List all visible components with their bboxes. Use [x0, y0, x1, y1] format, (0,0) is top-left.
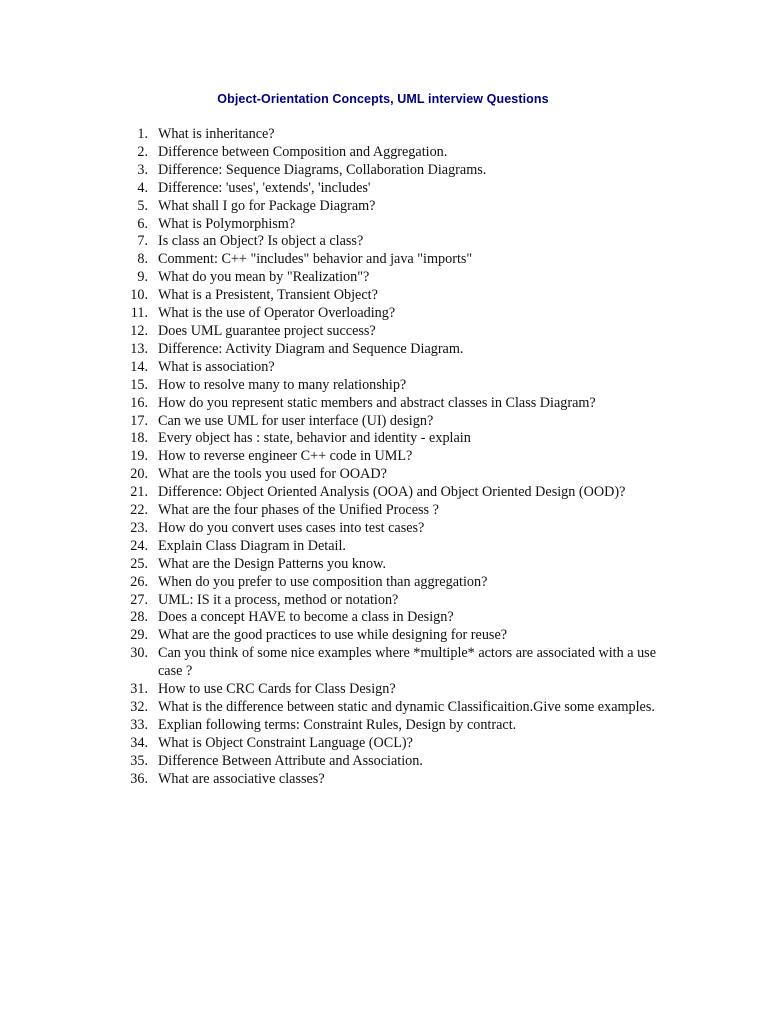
question-text: What is the use of Operator Overloading? — [158, 305, 396, 322]
question-text: What is inheritance? — [158, 126, 275, 142]
question-item — [0, 681, 768, 699]
question-number: 28. — [130, 609, 148, 626]
question-item — [0, 413, 768, 431]
question-item — [0, 359, 768, 377]
question-number: 33. — [130, 716, 148, 733]
question-number: 5. — [137, 197, 148, 214]
question-item — [0, 699, 768, 717]
question-item — [0, 162, 768, 180]
question-text: What is a Presistent, Transient Object? — [158, 287, 378, 304]
question-text: What do you mean by "Realization"? — [158, 269, 370, 286]
question-item — [0, 502, 768, 520]
question-number: 22. — [130, 502, 148, 519]
question-item — [0, 269, 768, 287]
question-text: What is association? — [158, 358, 275, 375]
question-number: 18. — [130, 430, 148, 447]
question-text: Can we use UML for user interface (UI) design? — [158, 412, 434, 429]
question-item — [0, 198, 768, 216]
question-item — [0, 448, 768, 466]
question-item — [0, 126, 768, 144]
question-text: What is Object Constraint Language (OCL)? — [158, 734, 413, 751]
question-item — [0, 466, 768, 484]
question-number: 8. — [137, 251, 148, 268]
question-text: Difference: Sequence Diagrams, Collaboration Diagrams. — [158, 161, 487, 178]
question-item — [0, 538, 768, 556]
question-item — [0, 395, 768, 413]
question-number: 10. — [130, 287, 148, 304]
question-text: How to reverse engineer C++ code in UML? — [158, 448, 413, 465]
question-number: 31. — [130, 681, 148, 698]
question-text: What are associative classes? — [158, 770, 325, 787]
question-item — [0, 233, 768, 251]
question-number: 14. — [130, 358, 148, 375]
question-number: 1. — [137, 126, 148, 142]
question-text: Difference: Object Oriented Analysis (OOA) and Object Oriented Design (OOD)? — [158, 484, 626, 501]
question-text: How to use CRC Cards for Class Design? — [158, 681, 396, 698]
question-text: What are the four phases of the Unified Process ? — [158, 502, 439, 519]
question-text: Does a concept HAVE to become a class in Design? — [158, 609, 454, 626]
question-number: 35. — [130, 752, 148, 769]
question-number: 26. — [130, 573, 148, 590]
question-text: Difference between Composition and Aggregation. — [158, 143, 448, 160]
question-list — [0, 126, 768, 789]
question-number: 29. — [130, 627, 148, 644]
question-item — [0, 735, 768, 753]
question-text: UML: IS it a process, method or notation? — [158, 591, 399, 608]
question-item — [0, 627, 768, 645]
question-text: What are the Design Patterns you know. — [158, 555, 386, 572]
question-number: 17. — [130, 412, 148, 429]
question-text: Explian following terms: Constraint Rules, Design by contract. — [158, 716, 517, 733]
question-item — [0, 305, 768, 323]
question-number: 16. — [130, 394, 148, 411]
question-item — [0, 753, 768, 771]
question-item — [0, 323, 768, 341]
question-number: 7. — [137, 233, 148, 250]
question-number: 19. — [130, 448, 148, 465]
question-text: How do you convert uses cases into test cases? — [158, 519, 425, 536]
question-text: What is Polymorphism? — [158, 215, 296, 232]
document-title: Object-Orientation Concepts, UML interview Questions — [217, 92, 549, 106]
question-number: 32. — [130, 699, 148, 715]
question-text: What are the tools you used for OOAD? — [158, 466, 387, 483]
question-number: 23. — [130, 519, 148, 536]
question-number: 27. — [130, 591, 148, 608]
question-number: 4. — [137, 179, 148, 196]
question-item — [0, 377, 768, 395]
question-text: How do you represent static members and abstract classes in Class Diagram? — [158, 394, 596, 411]
question-number: 20. — [130, 466, 148, 483]
question-number: 11. — [130, 305, 148, 322]
question-number: 30. — [130, 645, 148, 662]
question-number: 2. — [137, 143, 148, 160]
question-text: What is the difference between static and dynamic Classificaition.Give some examples. — [158, 699, 655, 715]
question-number: 6. — [137, 215, 148, 232]
question-text: Is class an Object? Is object a class? — [158, 233, 364, 250]
question-item — [0, 341, 768, 359]
question-item — [0, 717, 768, 735]
question-item — [0, 574, 768, 592]
question-item — [0, 216, 768, 234]
question-text: What are the good practices to use while designing for reuse? — [158, 627, 508, 644]
question-item — [0, 144, 768, 162]
question-text: What shall I go for Package Diagram? — [158, 197, 376, 214]
question-number: 25. — [130, 555, 148, 572]
question-text: Difference Between Attribute and Association. — [158, 752, 423, 769]
question-number: 9. — [137, 269, 148, 286]
question-number: 15. — [130, 376, 148, 393]
question-number: 36. — [130, 770, 148, 787]
question-number: 3. — [137, 161, 148, 178]
question-text: Difference: Activity Diagram and Sequence Diagram. — [158, 340, 464, 357]
question-item — [0, 287, 768, 305]
question-item — [0, 484, 768, 502]
question-text: How to resolve many to many relationship? — [158, 376, 407, 393]
question-item — [0, 430, 768, 448]
question-text: Explain Class Diagram in Detail. — [158, 537, 346, 554]
question-text: Does UML guarantee project success? — [158, 322, 376, 339]
question-number: 21. — [130, 484, 148, 501]
question-text: Every object has : state, behavior and identity - explain — [158, 430, 471, 447]
question-item — [0, 592, 768, 610]
question-number: 12. — [130, 322, 148, 339]
question-item — [0, 645, 768, 681]
question-number: 34. — [130, 734, 148, 751]
question-text: Comment: C++ "includes" behavior and java "imports" — [158, 251, 473, 268]
question-item — [0, 556, 768, 574]
question-number: 13. — [130, 340, 148, 357]
question-item — [0, 520, 768, 538]
question-number: 24. — [130, 537, 148, 554]
question-text: Difference: 'uses', 'extends', 'includes' — [158, 179, 371, 196]
question-text: Can you think of some nice examples where *multiple* actors are associated with a use case ? — [158, 645, 656, 680]
question-item — [0, 609, 768, 627]
question-item — [0, 251, 768, 269]
question-text: When do you prefer to use composition than aggregation? — [158, 573, 488, 590]
question-item — [0, 180, 768, 198]
question-item — [0, 771, 768, 789]
